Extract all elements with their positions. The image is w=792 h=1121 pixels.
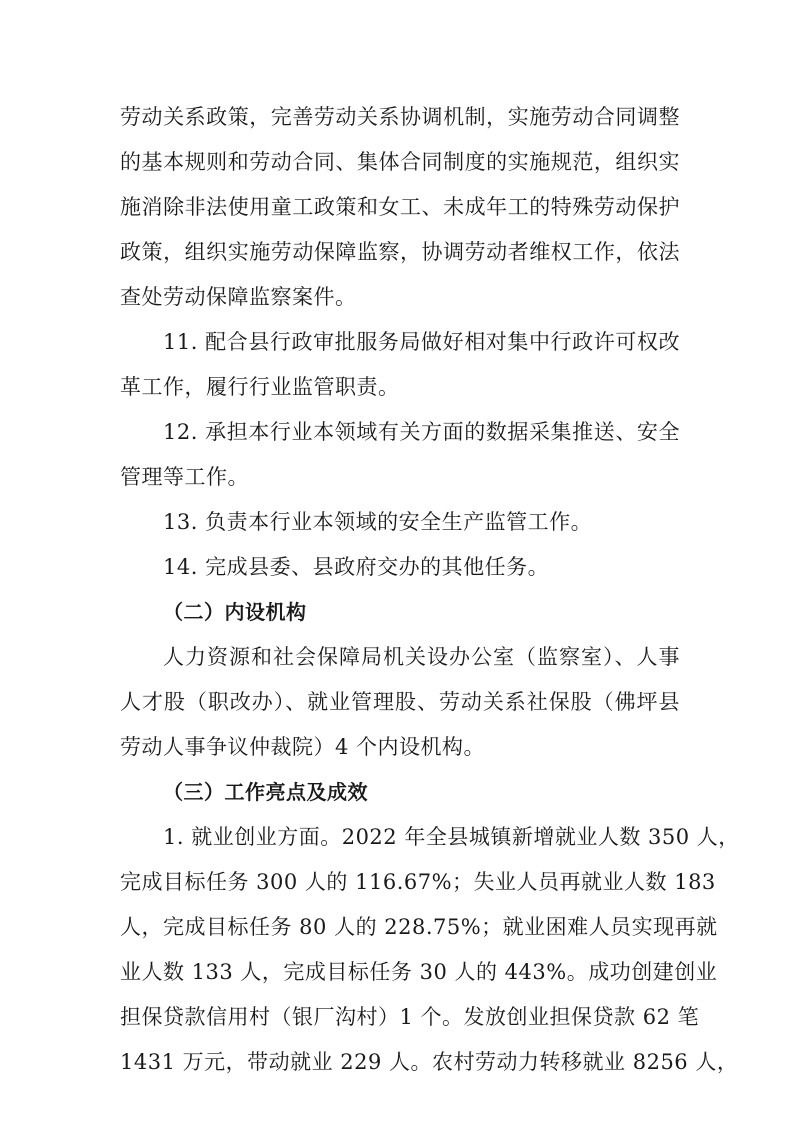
- list-item-12-cont: 管理等工作。: [120, 465, 249, 489]
- paragraph-line: 施消除非法使用童工政策和女工、未成年工的特殊劳动保护: [120, 195, 680, 219]
- paragraph-line: 完成目标任务 300 人的 116.67%；失业人员再就业人数 183: [120, 870, 716, 894]
- paragraph-line: 人，完成目标任务 80 人的 228.75%；就业困难人员实现再就: [120, 915, 718, 939]
- paragraph-line: 人才股（职改办）、就业管理股、劳动关系社保股（佛坪县: [120, 690, 680, 714]
- paragraph-line: 业人数 133 人，完成目标任务 30 人的 443%。成功创建创业: [120, 960, 718, 984]
- paragraph-line: 劳动人事争议仲裁院）4 个内设机构。: [120, 735, 486, 759]
- list-item-14: 14. 完成县委、县政府交办的其他任务。: [163, 555, 550, 579]
- list-item-12: 12. 承担本行业本领域有关方面的数据采集推送、安全: [163, 420, 680, 444]
- paragraph-line: 1431 万元，带动就业 229 人。农村劳动力转移就业 8256 人，: [120, 1050, 739, 1074]
- section-heading-internal-units: （二）内设机构: [163, 600, 307, 624]
- paragraph-line: 1. 就业创业方面。2022 年全县城镇新增就业人数 350 人，: [163, 825, 740, 849]
- paragraph-line: 的基本规则和劳动合同、集体合同制度的实施规范，组织实: [120, 150, 680, 174]
- list-item-13: 13. 负责本行业本领域的安全生产监管工作。: [163, 510, 593, 534]
- paragraph-line: 担保贷款信用村（银厂沟村）1 个。发放创业担保贷款 62 笔: [120, 1005, 700, 1029]
- list-item-11-cont: 革工作，履行行业监管职责。: [120, 375, 400, 399]
- paragraph-line: 查处劳动保障监察案件。: [120, 285, 357, 309]
- list-item-11: 11. 配合县行政审批服务局做好相对集中行政许可权改: [163, 330, 680, 354]
- paragraph-line: 人力资源和社会保障局机关设办公室（监察室）、人事: [163, 645, 680, 669]
- paragraph-line: 政策，组织实施劳动保障监察，协调劳动者维权工作，依法: [120, 240, 680, 264]
- paragraph-line: 劳动关系政策，完善劳动关系协调机制，实施劳动合同调整: [120, 105, 680, 129]
- section-heading-highlights: （三）工作亮点及成效: [163, 780, 368, 804]
